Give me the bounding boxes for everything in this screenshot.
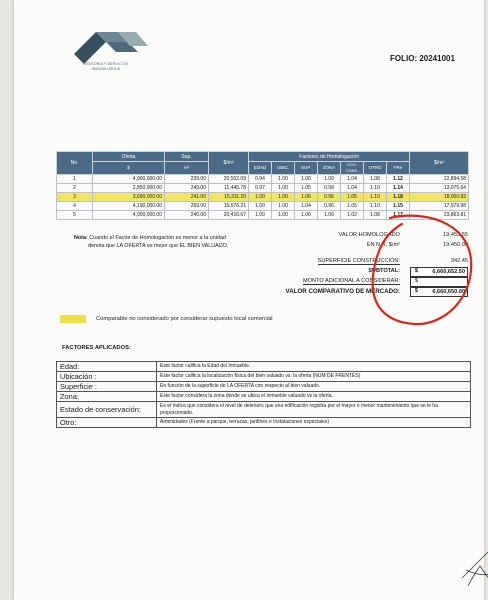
factor-key: Zona: <box>57 392 157 402</box>
col-header-ubic: UBIC. <box>272 162 295 175</box>
cell-price-m2: 15,576.21 <box>209 202 249 211</box>
col-unit-oferta: $ <box>93 162 165 175</box>
cell-sup: 240.00 <box>165 211 209 220</box>
legend-text: Comparable no considerado por considerar supuesto local comercial <box>96 316 273 322</box>
cell-ubic: 1.00 <box>272 211 295 220</box>
col-header-otro: OTRO <box>364 162 387 175</box>
col-header-edad: EDAD <box>249 162 272 175</box>
en-nros-value: 19,450.00 <box>443 242 468 248</box>
subtotal-label: SUBTOTAL: <box>368 268 400 274</box>
valor-comparativo-currency: $ <box>414 288 418 294</box>
table-row <box>57 202 469 211</box>
col-header-supf: SUP. <box>295 162 318 175</box>
superficie-label: SUPERFICIE CONSTRUCCIÓN: <box>317 258 400 264</box>
cell-supf: 1.06 <box>295 193 318 202</box>
cell-no: 4 <box>57 202 93 211</box>
cell-sup: 241.00 <box>165 193 209 202</box>
superficie-value: 342.45 <box>450 258 468 264</box>
factor-key: Estado de conservación: <box>57 402 157 418</box>
factor-key: Edad: <box>57 362 157 372</box>
factor-row <box>57 402 471 418</box>
cell-sup: 249.00 <box>165 184 209 193</box>
cell-zona: 0.98 <box>318 184 341 193</box>
col-header-result: $/m² <box>410 152 469 175</box>
cell-sup: 239.00 <box>165 175 209 184</box>
cell-ubic: 1.00 <box>272 175 295 184</box>
cell-no: 1 <box>57 175 93 184</box>
note-line-2: denota que LA OFERTA es mejor que EL BIEN VALUADO. <box>88 243 229 249</box>
factor-desc: En función de la superficie de LA OFERTA con respecto al bien valuado. <box>157 382 471 392</box>
cell-no: 2 <box>57 184 93 193</box>
cell-price-m2: 20,416.67 <box>209 211 249 220</box>
cell-oferta: 4,900,000.00 <box>93 211 165 220</box>
cell-otro: 1.10 <box>364 202 387 211</box>
cell-ubic: 1.00 <box>272 193 295 202</box>
col-header-factores: Factores de Homologación <box>249 152 410 162</box>
cell-ubic: 1.00 <box>272 202 295 211</box>
cell-otro: 1.08 <box>364 175 387 184</box>
monto-adicional-label: MONTO ADICIONAL A CONSIDERAR: <box>303 278 400 284</box>
factores-title: FACTORES APLICADOS: <box>62 345 131 351</box>
cell-supf: 1.05 <box>295 184 318 193</box>
cell-edo: 1.04 <box>341 175 364 184</box>
factor-desc: Amenidades (Frente a parque, terrazas, jardines e Instalaciones especiales) <box>157 418 471 428</box>
cell-price-m2: 20,502.09 <box>209 175 249 184</box>
en-nros-label: EN N.R. $/m² <box>366 242 400 248</box>
col-header-edo: EDO. CONS. <box>341 162 364 175</box>
hand-drawn-circle-annotation <box>364 212 476 330</box>
cell-oferta: 4,190,000.00 <box>93 202 165 211</box>
factor-key: Otro: <box>57 418 157 428</box>
col-header-oferta: Oferta <box>93 152 165 162</box>
comparables-table <box>56 151 469 220</box>
cell-edad: 1.00 <box>249 193 272 202</box>
note-line-1: Cuando el Factor de Homologación es menor a la unidad <box>89 235 226 241</box>
col-header-fre: FRe <box>387 162 410 175</box>
factor-row <box>57 418 471 428</box>
cell-no: 3 <box>57 193 93 202</box>
cell-result: 22,894.58 <box>410 175 469 184</box>
col-header-zona: ZONA <box>318 162 341 175</box>
factor-desc: Este factor califica la localización física del bien valuado vs. la oferta (NUM DE FRENTES) <box>157 372 471 382</box>
cell-otro: 1.10 <box>364 184 387 193</box>
col-header-price-m2: $/m² <box>209 152 249 175</box>
cell-fre: 1.17 <box>387 211 410 220</box>
valor-homologado-label: VALOR HOMOLOGADO <box>338 232 400 238</box>
cell-otro: 1.10 <box>364 193 387 202</box>
legend-swatch <box>60 315 86 323</box>
cell-edad: 0.97 <box>249 184 272 193</box>
valor-comparativo-label: VALOR COMPARATIVO DE MERCADO: <box>285 288 400 295</box>
cell-zona: 1.00 <box>318 211 341 220</box>
subtotal-value: 6,660,652.50 <box>410 267 468 277</box>
factores-table-container <box>56 361 470 428</box>
table-row <box>57 184 469 193</box>
homologation-note <box>74 234 254 250</box>
cell-oferta: 3,690,000.00 <box>93 193 165 202</box>
valor-homologado-value: 19,453.55 <box>443 232 468 238</box>
cell-price-m2: 15,311.20 <box>209 193 249 202</box>
table-row-highlighted <box>57 193 469 202</box>
cell-edad: 1.00 <box>249 202 272 211</box>
cell-supf: 1.06 <box>295 211 318 220</box>
cell-edo: 1.04 <box>341 184 364 193</box>
cell-fre: 1.15 <box>387 202 410 211</box>
valor-comparativo-value: 6,660,650.00 <box>410 287 468 297</box>
cell-edo: 1.02 <box>341 211 364 220</box>
cell-price-m2: 11,445.78 <box>209 184 249 193</box>
cell-result: 17,979.98 <box>410 202 469 211</box>
cell-supf: 1.06 <box>295 175 318 184</box>
cell-zona: 1.00 <box>318 175 341 184</box>
cell-edo: 1.05 <box>341 202 364 211</box>
folio-number: FOLIO: 20241001 <box>390 54 455 63</box>
factores-table <box>56 361 471 428</box>
cell-edad: 1.00 <box>249 211 272 220</box>
cell-edad: 0.94 <box>249 175 272 184</box>
col-unit-sup: m² <box>165 162 209 175</box>
factor-row <box>57 382 471 392</box>
cell-result: 23,863.81 <box>410 211 469 220</box>
cell-oferta: 4,900,000.00 <box>93 175 165 184</box>
cell-supf: 1.04 <box>295 202 318 211</box>
document-page <box>14 0 484 600</box>
cell-zona: 0.96 <box>318 193 341 202</box>
col-header-sup: Sup. <box>165 152 209 162</box>
cell-edo: 1.05 <box>341 193 364 202</box>
factor-key: Superficie : <box>57 382 157 392</box>
cell-zona: 0.96 <box>318 202 341 211</box>
factor-desc: Es el índice que considera el nivel de deterioro que una edificación registra por el mayor o menor mantenimiento que se le ha proporcionado. <box>157 402 471 418</box>
cell-fre: 1.14 <box>387 184 410 193</box>
subtotal-currency: $ <box>414 268 418 274</box>
factor-row <box>57 372 471 382</box>
factor-desc: Este factor califica la Edad del Inmueble. <box>157 362 471 372</box>
cell-oferta: 2,850,000.00 <box>93 184 165 193</box>
cell-otro: 1.08 <box>364 211 387 220</box>
comparables-table-container <box>56 151 468 220</box>
cell-result: 13,075.64 <box>410 184 469 193</box>
cell-result: 18,000.83 <box>410 193 469 202</box>
monto-currency: $ <box>414 278 418 284</box>
signature-mark <box>458 548 488 588</box>
factor-row <box>57 392 471 402</box>
table-row <box>57 175 469 184</box>
logo-caption: ASESORIA Y SERVICIOS INMOBILIARIOS <box>83 62 129 71</box>
cell-fre: 1.12 <box>387 175 410 184</box>
factor-row <box>57 362 471 372</box>
col-header-no: No. <box>57 152 93 175</box>
cell-sup: 269.00 <box>165 202 209 211</box>
cell-no: 5 <box>57 211 93 220</box>
note-prefix: Nota: <box>74 235 88 241</box>
factor-desc: Este factor considera la zona donde se ubica el inmueble valuado vs la oferta. <box>157 392 471 402</box>
cell-fre: 1.18 <box>387 193 410 202</box>
factor-key: Ubicación : <box>57 372 157 382</box>
cell-ubic: 1.00 <box>272 184 295 193</box>
